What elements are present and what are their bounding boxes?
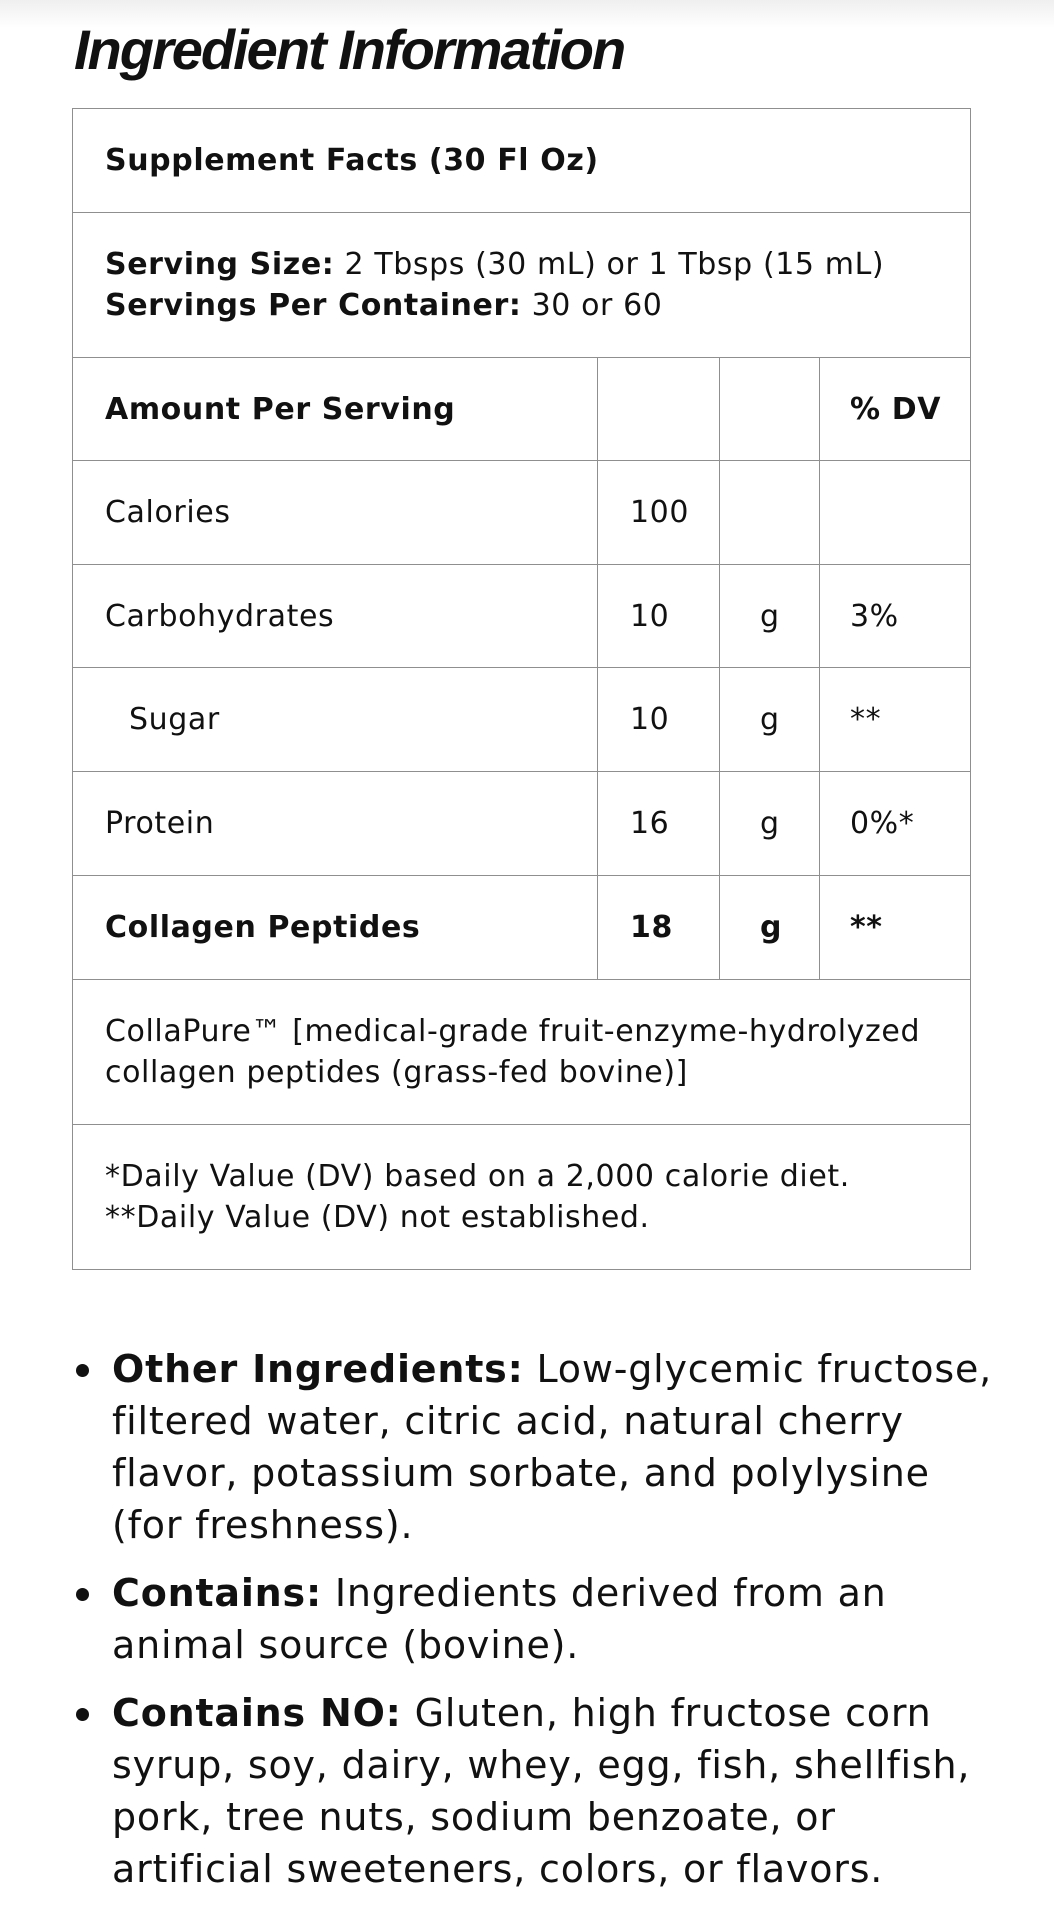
nutrient-dv: 0%* <box>819 772 970 875</box>
bullet-text: Low-glycemic fructose, filtered water, citric acid, natural cherry flavor, potassium sorbate, and polylysine (for freshness). <box>112 1347 992 1547</box>
supplement-facts-table <box>72 108 971 1270</box>
serving-size-label: Serving Size: <box>105 247 335 282</box>
nutrient-name: Calories <box>105 495 231 530</box>
bullet-label: Contains: <box>112 1571 322 1615</box>
header-col-3 <box>719 358 819 460</box>
nutrient-amount: 16 <box>597 772 719 875</box>
header-dv: % DV <box>819 358 970 460</box>
facts-heading-row <box>73 109 970 213</box>
list-item-other-ingredients <box>74 1343 1004 1551</box>
nutrient-unit: g <box>719 565 819 667</box>
bullet-text: Ingredients derived from an animal source (bovine). <box>112 1571 887 1667</box>
list-item-contains <box>74 1567 1004 1671</box>
serving-size-value: 2 Tbsps (30 mL) or 1 Tbsp (15 mL) <box>334 247 885 282</box>
nutrient-name: Carbohydrates <box>105 598 335 634</box>
footnotes-row <box>73 1125 970 1269</box>
nutrient-amount: 18 <box>597 876 719 979</box>
nutrient-unit <box>719 461 819 564</box>
nutrient-unit: g <box>719 876 819 979</box>
collapure-row <box>73 980 970 1125</box>
bullet-label: Contains NO: <box>112 1691 402 1735</box>
facts-header-row <box>73 358 970 461</box>
table-row <box>73 461 970 565</box>
ingredient-bullet-list <box>74 1343 1004 1911</box>
table-row <box>73 668 970 772</box>
servings-per-container <box>105 285 950 326</box>
nutrient-name: Sugar <box>129 702 220 737</box>
bullet-dot-icon <box>76 1708 89 1721</box>
bullet-dot-icon <box>76 1588 89 1601</box>
nutrient-unit: g <box>719 772 819 875</box>
page-title: Ingredient Information <box>74 18 625 81</box>
nutrient-name: Protein <box>105 806 215 841</box>
serving-size <box>105 244 950 285</box>
serving-row <box>73 213 970 358</box>
bullet-dot-icon <box>76 1364 89 1377</box>
nutrient-amount: 10 <box>597 565 719 667</box>
collapure-line: CollaPure™ [medical-grade fruit-enzyme-hydrolyzed <box>105 1014 921 1049</box>
nutrient-dv: 3% <box>819 565 970 667</box>
bullet-text: Gluten, high fructose corn syrup, soy, dairy, whey, egg, fish, shellfish, pork, tree nuts, sodium benzoate, or artificial sweeteners, colors, or flavors. <box>112 1691 971 1891</box>
servings-value: 30 or 60 <box>521 288 663 323</box>
nutrient-amount: 10 <box>597 668 719 771</box>
nutrient-dv: ** <box>819 668 970 771</box>
header-amount-per-serving: Amount Per Serving <box>105 391 456 427</box>
table-row <box>73 772 970 876</box>
footnote: *Daily Value (DV) based on a 2,000 calorie diet. <box>105 1159 850 1194</box>
footnote: **Daily Value (DV) not established. <box>105 1200 650 1235</box>
nutrient-dv <box>819 461 970 564</box>
table-row <box>73 565 970 668</box>
nutrient-name: Collagen Peptides <box>105 910 421 945</box>
collapure-line: collagen peptides (grass-fed bovine)] <box>105 1055 688 1090</box>
nutrient-unit: g <box>719 668 819 771</box>
nutrient-amount: 100 <box>597 461 719 564</box>
header-col-2 <box>597 358 719 460</box>
facts-heading: Supplement Facts (30 Fl Oz) <box>105 143 599 178</box>
nutrient-dv: ** <box>819 876 970 979</box>
list-item-contains-no <box>74 1687 1004 1895</box>
servings-label: Servings Per Container: <box>105 288 522 323</box>
table-row <box>73 876 970 980</box>
bullet-label: Other Ingredients: <box>112 1347 524 1391</box>
